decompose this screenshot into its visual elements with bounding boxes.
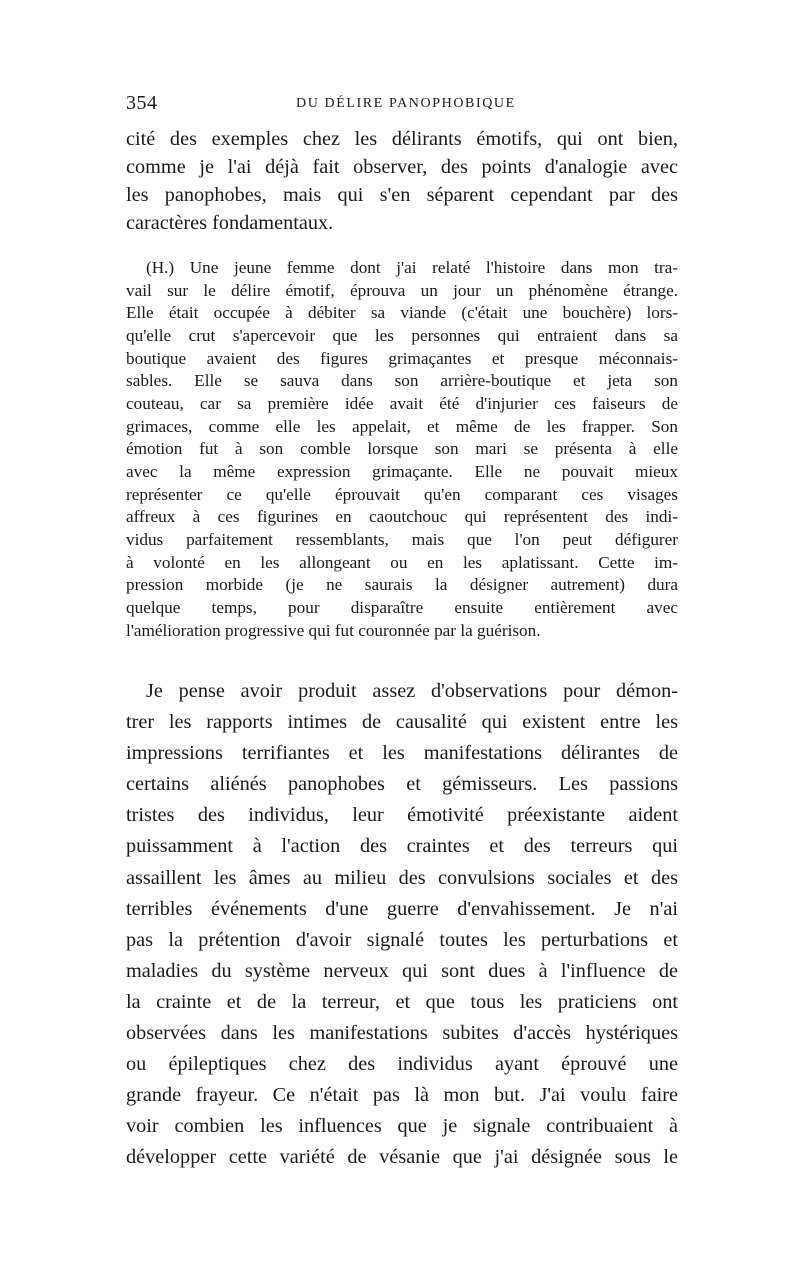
text-line: les panophobes, mais qui s'en séparent cependant par des [126, 184, 678, 206]
text-line: sables. Elle se sauva dans son arrière-boutique et jeta son [126, 371, 678, 391]
text-line: l'amélioration progressive qui fut couronnée par la guérison. [126, 620, 541, 640]
text-line: la crainte et de la terreur, et que tous les praticiens ont [126, 990, 678, 1013]
text-line: cité des exemples chez les délirants émotifs, qui ont bien, [126, 128, 678, 150]
text-line: grimaces, comme elle les appelait, et même de les frapper. Son [126, 416, 678, 436]
text-line: observées dans les manifestations subites d'accès hystériques [126, 1022, 678, 1045]
page-number: 354 [126, 92, 158, 114]
text-line: Elle était occupée à débiter sa viande (c'était une bouchère) lors- [126, 303, 678, 323]
text-line: représenter ce qu'elle éprouvait qu'en comparant ces visages [126, 484, 678, 504]
text-line: qu'elle crut s'apercevoir que les personnes qui entraient dans sa [126, 325, 678, 345]
text-line: maladies du système nerveux qui sont dues à l'influence de [126, 959, 678, 982]
text-line: trer les rapports intimes de causalité qui existent entre les [126, 711, 678, 734]
text-line: boutique avaient des figures grimaçantes et presque méconnais- [126, 348, 678, 368]
text-line: caractères fondamentaux. [126, 212, 334, 234]
text-line: grande frayeur. Ce n'était pas là mon but. J'ai voulu faire [126, 1084, 678, 1107]
text-line: développer cette variété de vésanie que j'ai désignée sous le [126, 1146, 678, 1169]
text-line: pas la prétention d'avoir signalé toutes les perturbations et [126, 928, 678, 951]
text-line: pression morbide (je ne saurais la désigner autrement) dura [126, 575, 678, 595]
text-line: puissamment à l'action des craintes et des terreurs qui [126, 835, 678, 858]
text-line: quelque temps, pour disparaître ensuite entièrement avec [126, 597, 678, 617]
text-line: vail sur le délire émotif, éprouva un jour un phénomène étrange. [126, 280, 678, 300]
text-line: certains aliénés panophobes et gémisseurs. Les passions [126, 773, 678, 796]
text-line: affreux à ces figurines en caoutchouc qui représentent des indi- [126, 507, 678, 527]
intro-paragraph [126, 125, 678, 237]
text-line: terribles événements d'une guerre d'envahissement. Je n'ai [126, 897, 678, 920]
text-line: tristes des individus, leur émotivité préexistante aident [126, 804, 678, 827]
text-line: impressions terrifiantes et les manifestations délirantes de [126, 742, 678, 765]
text-line: assaillent les âmes au milieu des convulsions sociales et des [126, 866, 678, 889]
text-line: voir combien les influences que je signale contribuaient à [126, 1115, 678, 1138]
text-line: comme je l'ai déjà fait observer, des points d'analogie avec [126, 156, 678, 178]
running-title: DU DÉLIRE PANOPHOBIQUE [296, 96, 516, 111]
text-line: couteau, car sa première idée avait été d'injurier ces faiseurs de [126, 393, 678, 413]
conclusion-paragraph [126, 676, 678, 1174]
text-line: à volonté en les allongeant ou en les aplatissant. Cette im- [126, 552, 678, 572]
text-line: avec la même expression grimaçante. Elle ne pouvait mieux [126, 461, 678, 481]
text-line: vidus parfaitement ressemblants, mais que l'on peut défigurer [126, 529, 678, 549]
text-line: émotion fut à son comble lorsque son mari se présenta à elle [126, 439, 678, 459]
text-line: Je pense avoir produit assez d'observations pour démon- [146, 680, 678, 702]
text-line: ou épileptiques chez des individus ayant éprouvé une [126, 1053, 678, 1076]
text-line: (H.) Une jeune femme dont j'ai relaté l'histoire dans mon tra- [146, 258, 678, 277]
running-header [126, 92, 678, 114]
case-paragraph [126, 257, 678, 642]
